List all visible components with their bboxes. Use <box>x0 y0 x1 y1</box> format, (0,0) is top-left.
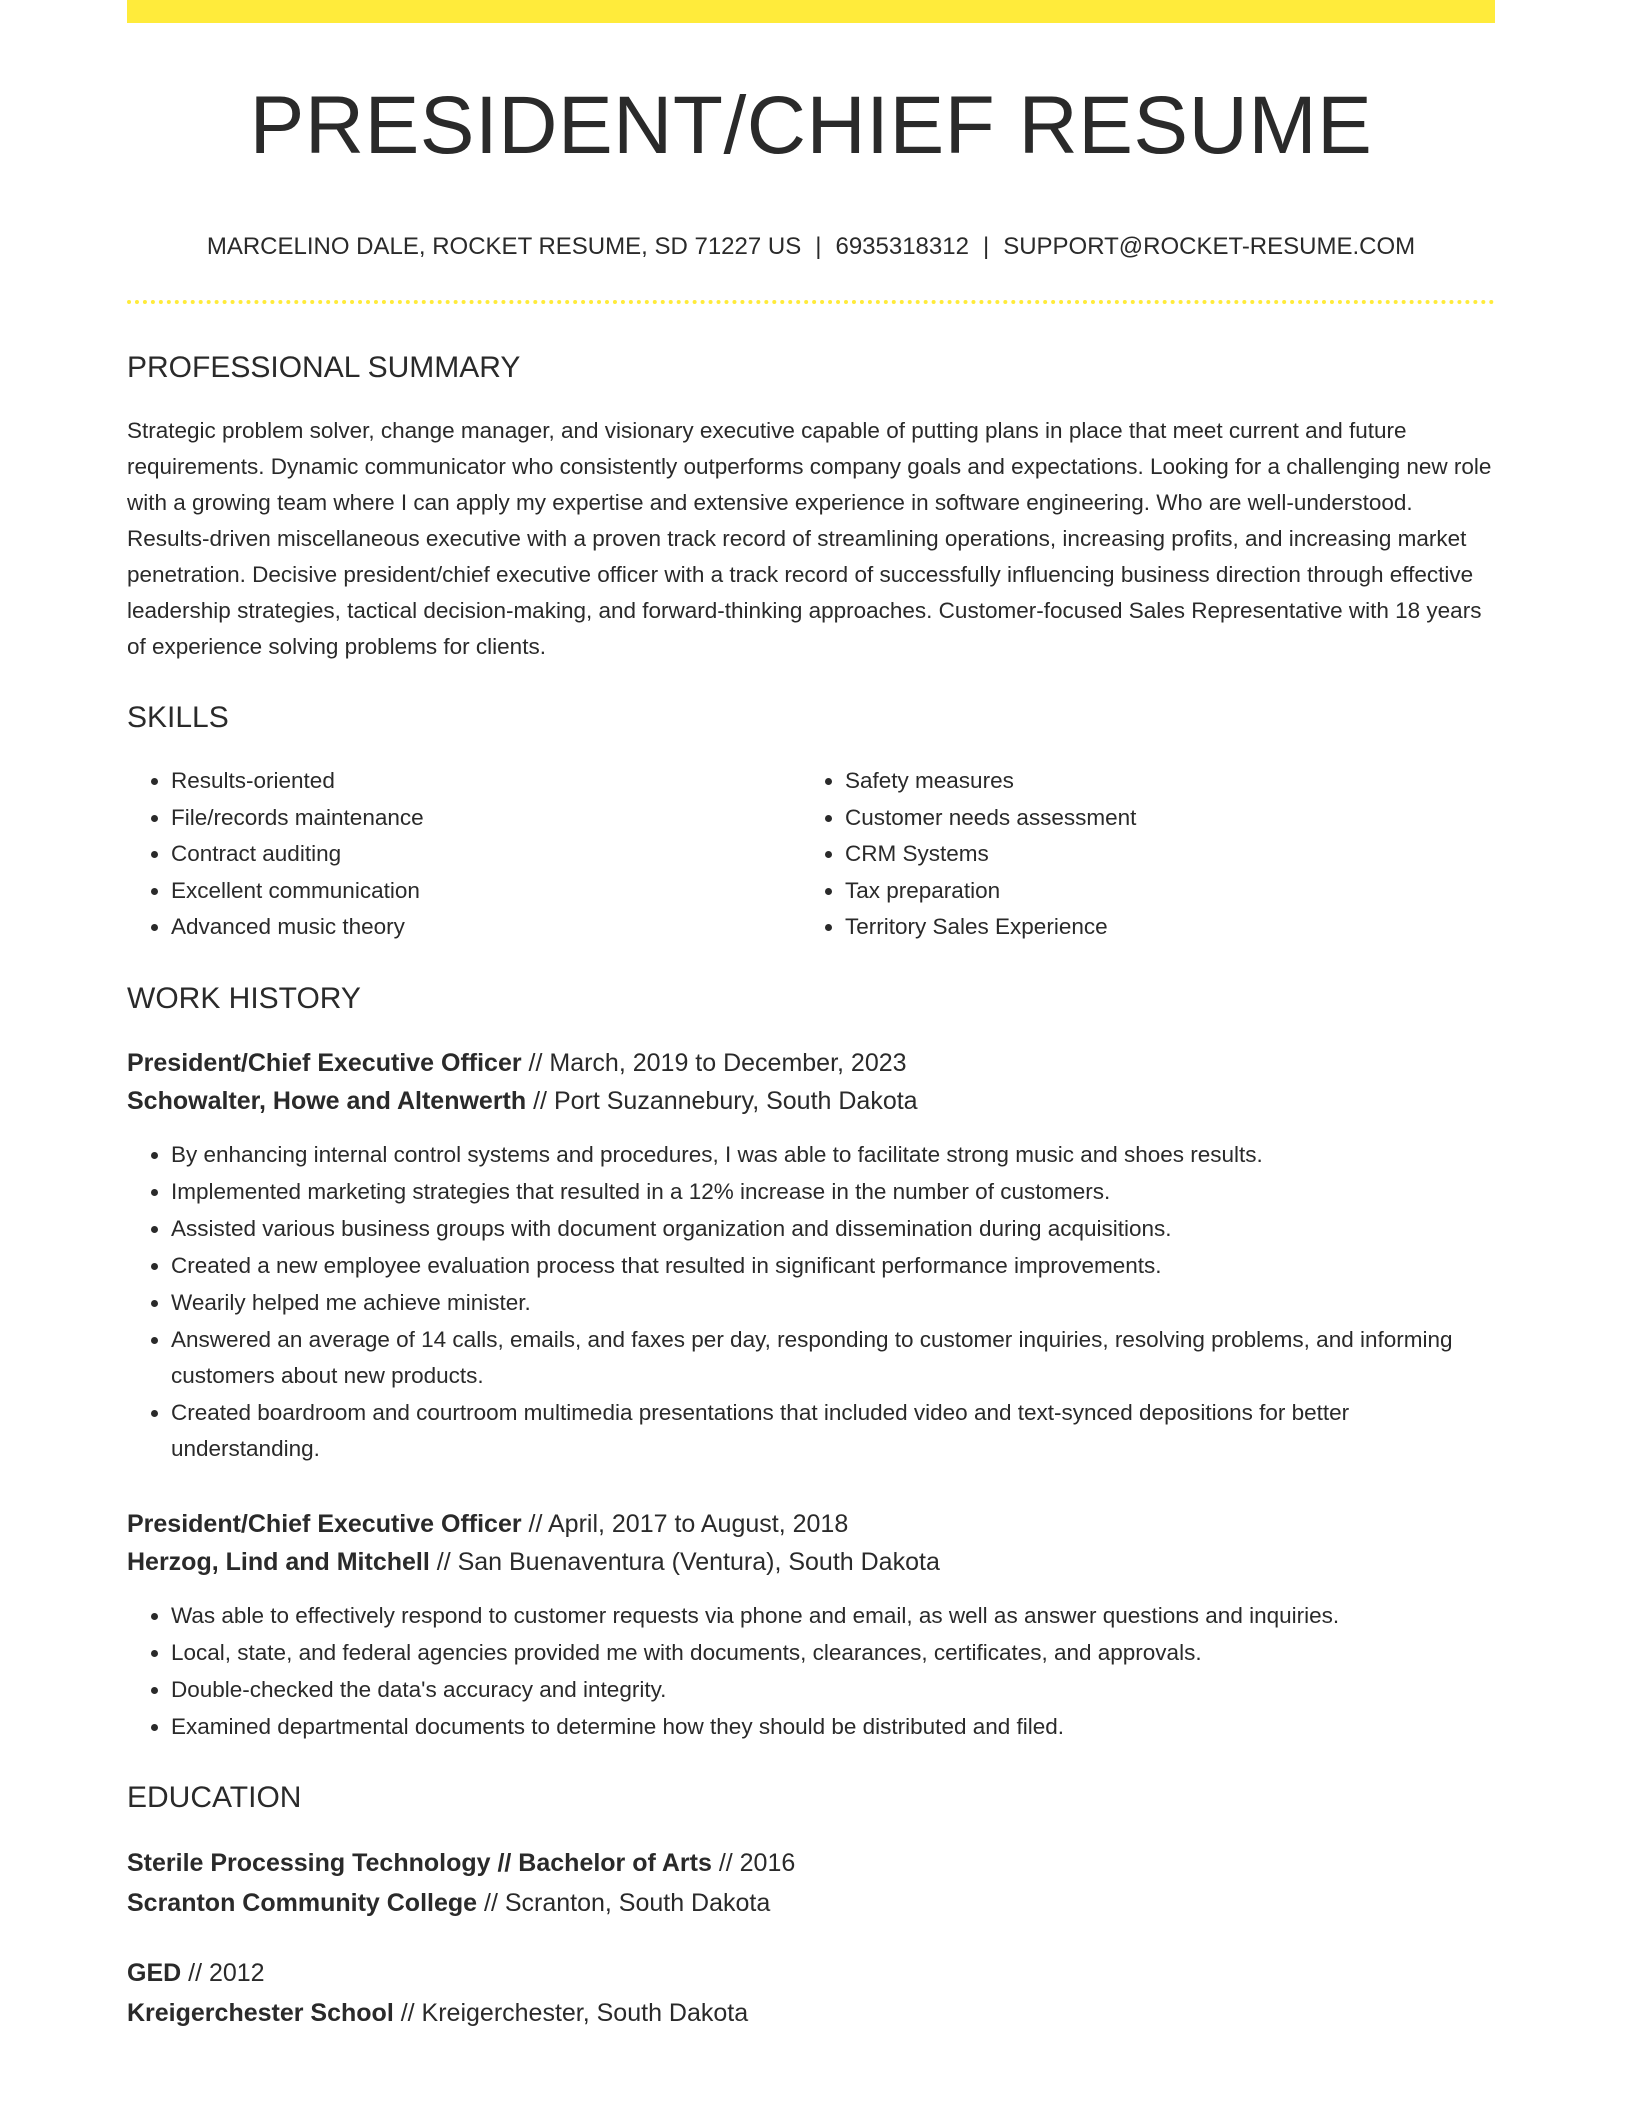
summary-text: Strategic problem solver, change manager, and visionary executive capable of putting plans in place that meet current and future requirements. Dynamic communicator who consistently outperforms company goals and expectations. Looking for a challenging new role with a growing team where I can apply my expertise and extensive experience in software engineering. Who are well-understood. Results-driven miscellaneous executive with a proven track record of streamlining operations, increasing profits, and increasing market penetration. Decisive president/chief executive officer with a track record of successfully influencing business direction through effective leadership strategies, tactical decision-making, and forward-thinking approaches. Customer-focused Sales Representative with 18 years of experience solving problems for clients. <box>127 418 1492 659</box>
education-year: // 2012 <box>181 1958 265 1987</box>
education-heading: EDUCATION <box>127 1780 302 1814</box>
skill-item: • Advanced music theory <box>171 909 801 946</box>
job-bullets <box>127 1137 1495 1467</box>
education-degree-line <box>127 1843 1495 1883</box>
job-company: Herzog, Lind and Mitchell <box>127 1547 430 1576</box>
job-header <box>127 1044 1495 1120</box>
skill-item: • Contract auditing <box>171 836 801 873</box>
contact-line <box>127 235 1495 259</box>
contact-email: SUPPORT@ROCKET-RESUME.COM <box>1003 233 1416 260</box>
job-bullets <box>127 1598 1495 1745</box>
job-company: Schowalter, Howe and Altenwerth <box>127 1086 527 1115</box>
work-history-heading: WORK HISTORY <box>127 981 361 1015</box>
resume-title: PRESIDENT/CHIEF RESUME <box>249 80 1373 171</box>
education-degree-line <box>127 1953 1495 1993</box>
education-degree: Sterile Processing Technology // Bachelor of Arts <box>127 1848 712 1877</box>
skill-item: • File/records maintenance <box>171 800 801 837</box>
skill-item: • Excellent communication <box>171 873 801 910</box>
education-degree: GED <box>127 1958 182 1987</box>
job-bullet: • Answered an average of 14 calls, emails, and faxes per day, responding to customer inquiries, resolving problems, and informing customers about new products. <box>171 1322 1495 1394</box>
education-location: // Scranton, South Dakota <box>477 1888 771 1917</box>
education-entry <box>127 1953 1495 2033</box>
contact-phone: 6935318312 <box>835 233 969 260</box>
education-school-line <box>127 1883 1495 1923</box>
education-location: // Kreigerchester, South Dakota <box>393 1998 749 2027</box>
skills-column-right <box>801 763 1475 946</box>
job-title-line <box>127 1044 1495 1082</box>
skill-item: • Tax preparation <box>845 873 1475 910</box>
job-role: President/Chief Executive Officer <box>127 1048 522 1077</box>
job-bullet: • Implemented marketing strategies that resulted in a 12% increase in the number of customers. <box>171 1174 1495 1210</box>
job-role: President/Chief Executive Officer <box>127 1509 522 1538</box>
header-divider <box>127 300 1495 304</box>
contact-address: MARCELINO DALE, ROCKET RESUME, SD 71227 US <box>206 233 802 260</box>
job-bullet: • Created boardroom and courtroom multimedia presentations that included video and text-synced depositions for better understanding. <box>171 1395 1495 1467</box>
contact-separator: | <box>982 233 990 260</box>
job-company-line <box>127 1082 1495 1120</box>
skill-item: • Results-oriented <box>171 763 801 800</box>
skill-item: • Customer needs assessment <box>845 800 1475 837</box>
job-location: // Port Suzannebury, South Dakota <box>526 1086 918 1115</box>
top-accent-bar <box>127 0 1495 23</box>
summary-heading: PROFESSIONAL SUMMARY <box>127 351 521 384</box>
skill-item: • Safety measures <box>845 763 1475 800</box>
skills-heading: SKILLS <box>127 701 229 734</box>
education-school: Kreigerchester School <box>127 1998 394 2027</box>
job-dates: // March, 2019 to December, 2023 <box>521 1048 907 1077</box>
job-header <box>127 1505 1495 1581</box>
job-bullet: • Wearily helped me achieve minister. <box>171 1285 1495 1321</box>
job-bullet: • Examined departmental documents to determine how they should be distributed and filed. <box>171 1709 1495 1745</box>
job-bullet: • By enhancing internal control systems and procedures, I was able to facilitate strong music and shoes results. <box>171 1137 1495 1173</box>
education-school-line <box>127 1993 1495 2033</box>
job-dates: // April, 2017 to August, 2018 <box>521 1509 849 1538</box>
education-entry <box>127 1843 1495 1923</box>
job-bullet: • Local, state, and federal agencies provided me with documents, clearances, certificates, and approvals. <box>171 1635 1495 1671</box>
contact-separator: | <box>815 233 822 260</box>
resume-page <box>127 0 1495 2033</box>
job-company-line <box>127 1543 1495 1581</box>
job-bullet: • Double-checked the data's accuracy and integrity. <box>171 1672 1495 1708</box>
education-school: Scranton Community College <box>127 1888 478 1917</box>
job-bullet: • Was able to effectively respond to customer requests via phone and email, as well as answer questions and inquiries. <box>171 1598 1495 1634</box>
job-bullet: • Created a new employee evaluation process that resulted in significant performance improvements. <box>171 1248 1495 1284</box>
skill-item: • CRM Systems <box>845 836 1475 873</box>
skill-item: • Territory Sales Experience <box>845 909 1475 946</box>
job-title-line <box>127 1505 1495 1543</box>
education-year: // 2016 <box>711 1848 796 1877</box>
skills-grid <box>127 763 1495 946</box>
job-bullet: • Assisted various business groups with document organization and dissemination during acquisitions. <box>171 1211 1495 1247</box>
skills-column-left <box>127 763 801 946</box>
job-location: // San Buenaventura (Ventura), South Dakota <box>429 1547 940 1576</box>
